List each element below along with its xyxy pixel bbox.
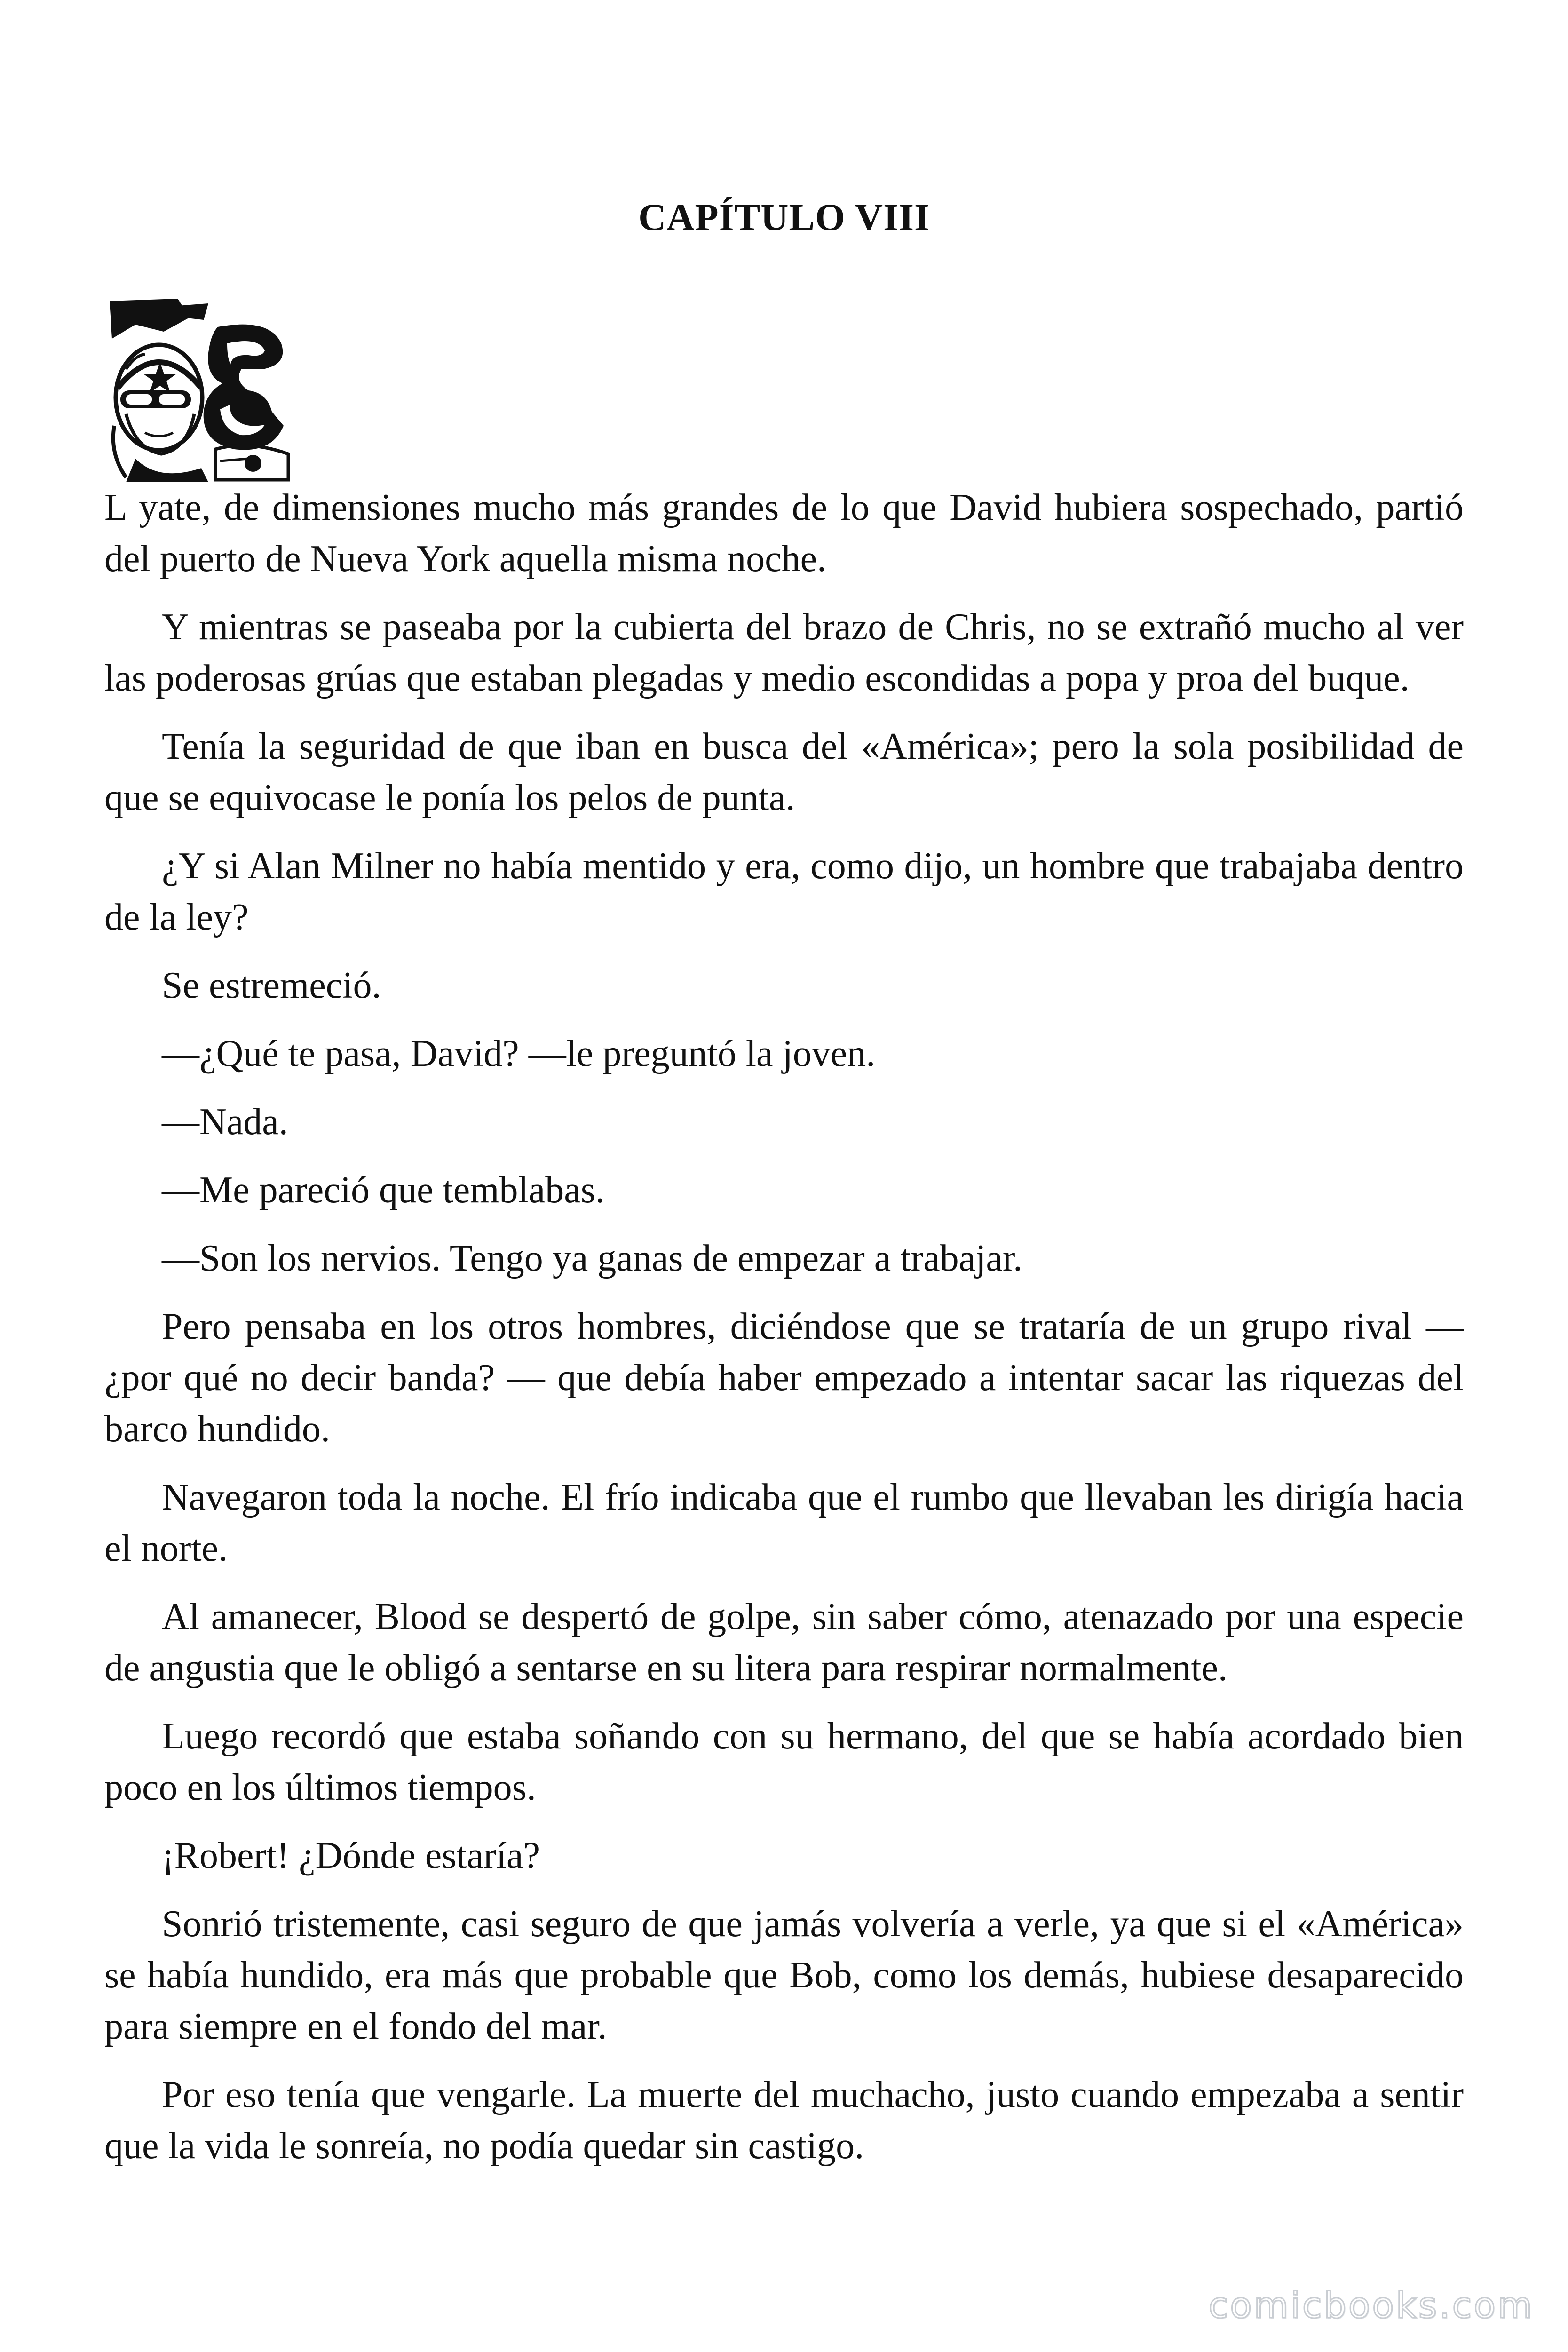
paragraph-5: Se estremeció. (162, 965, 381, 1006)
paragraph-16: Por eso tenía que vengarle. La muerte del muchacho, justo cuando empezaba a sentir que la vida le sonreía, no podía quedar sin castigo. (104, 2074, 1464, 2167)
paragraph-10: Pero pensaba en los otros hombres, diciéndose que se trataría de un grupo rival —¿por qué no decir banda? — que debía haber empezado a intentar sacar las riquezas del barco hundido. (104, 1306, 1464, 1450)
watermark: comicbooks.com (1208, 2284, 1534, 2326)
paragraph-9: —Son los nervios. Tengo ya ganas de empezar a trabajar. (162, 1238, 1023, 1279)
paragraph-15: Sonrió tristemente, casi seguro de que jamás volvería a verle, ya que si el «América» se había hundido, era más que probable que Bob, como los demás, hubiese desaparecido para siempre en el fondo del mar. (104, 1903, 1464, 2047)
paragraph-14: ¡Robert! ¿Dónde estaría? (162, 1835, 540, 1876)
paragraph-2: Y mientras se paseaba por la cubierta del brazo de Chris, no se extrañó mucho al ver las poderosas grúas que estaban plegadas y medio escondidas a popa y proa del buque. (104, 606, 1464, 699)
paragraph-7: —Nada. (162, 1101, 288, 1143)
paragraph-13: Luego recordó que estaba soñando con su hermano, del que se había acordado bien poco en los últimos tiempos. (104, 1716, 1464, 1808)
paragraph-6: —¿Qué te pasa, David? —le preguntó la joven. (162, 1033, 876, 1074)
chapter-body (104, 482, 1464, 2189)
pilot-drop-cap-e-icon (107, 299, 291, 482)
paragraph-3: Tenía la seguridad de que iban en busca del «América»; pero la sola posibilidad de que se equivocase le ponía los pelos de punta. (104, 726, 1464, 818)
paragraph-4: ¿Y si Alan Milner no había mentido y era, como dijo, un hombre que trabajaba dentro de la ley? (104, 845, 1464, 938)
drop-cap-illustration (107, 299, 291, 482)
paragraph-12: Al amanecer, Blood se despertó de golpe, sin saber cómo, atenazado por una especie de angustia que le obligó a sentarse en su litera para respirar normalmente. (104, 1596, 1464, 1689)
chapter-title: CAPÍTULO VIII (638, 196, 930, 238)
paragraph-1: L yate, de dimensiones mucho más grandes de lo que David hubiera sospechado, partió del puerto de Nueva York aquella misma noche. (104, 487, 1464, 580)
paragraph-8: —Me pareció que temblabas. (162, 1169, 605, 1211)
paragraph-11: Navegaron toda la noche. El frío indicaba que el rumbo que llevaban les dirigía hacia el norte. (104, 1477, 1464, 1569)
